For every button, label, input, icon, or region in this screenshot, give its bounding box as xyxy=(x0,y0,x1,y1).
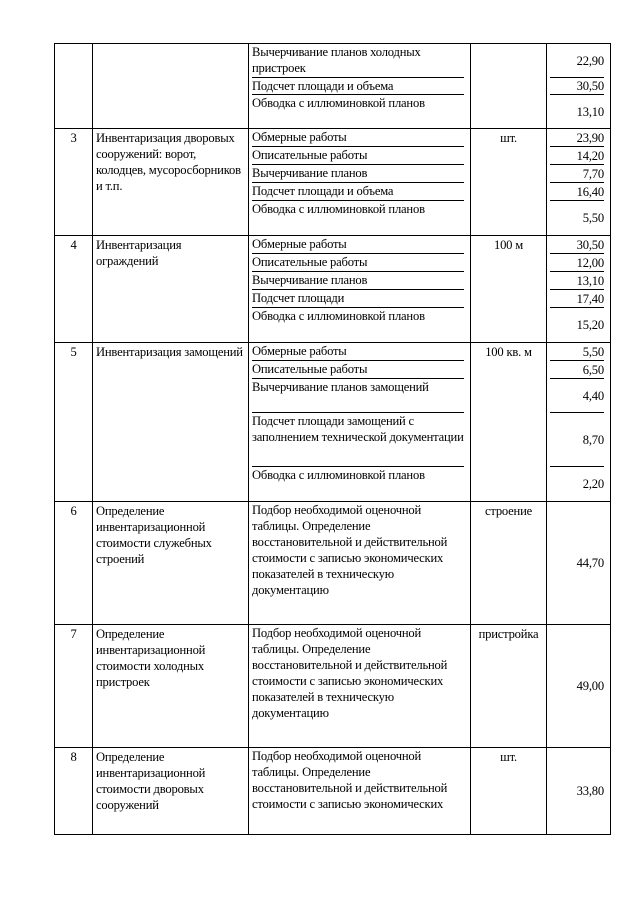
work-list xyxy=(249,129,471,236)
price-value: 33,80 xyxy=(576,784,604,798)
row-unit xyxy=(471,44,547,129)
price-list xyxy=(547,625,611,748)
table-row xyxy=(55,625,611,748)
price-value: 30,50 xyxy=(550,78,604,95)
price-table-body xyxy=(55,44,611,835)
table-row xyxy=(55,236,611,343)
price-list xyxy=(547,502,611,625)
row-number: 7 xyxy=(55,625,93,748)
work-item: Обмерные работы xyxy=(252,236,464,254)
work-item: Подсчет площади xyxy=(252,290,464,308)
work-item: Описательные работы xyxy=(252,254,464,272)
work-item: Обводка с иллюминовкой планов xyxy=(252,309,425,323)
price-list xyxy=(547,748,611,835)
table-row xyxy=(55,129,611,236)
table-row xyxy=(55,748,611,835)
row-title: Инвентаризация ограждений xyxy=(93,236,249,343)
price-value: 12,00 xyxy=(550,254,604,272)
work-list xyxy=(249,625,471,748)
price-value: 15,20 xyxy=(576,318,604,332)
price-value: 30,50 xyxy=(550,236,604,254)
row-number xyxy=(55,44,93,129)
row-unit: строение xyxy=(471,502,547,625)
row-title: Определение инвентаризационной стоимости холодных пристроек xyxy=(93,625,249,748)
price-value: 23,90 xyxy=(550,129,604,147)
work-item: Обмерные работы xyxy=(252,129,464,147)
row-title: Определение инвентаризационной стоимости служебных строений xyxy=(93,502,249,625)
work-item: Описательные работы xyxy=(252,361,464,379)
work-item: Подбор необходимой оценочной таблицы. Определение восстановительной и действительной стоимости с записью экономических показателей в техническую документацию xyxy=(252,503,448,597)
price-value: 14,20 xyxy=(550,147,604,165)
row-number: 6 xyxy=(55,502,93,625)
table-row xyxy=(55,44,611,129)
price-list xyxy=(547,129,611,236)
table-row xyxy=(55,343,611,502)
row-unit: шт. xyxy=(471,129,547,236)
price-value: 13,10 xyxy=(576,104,604,119)
price-value: 6,50 xyxy=(550,361,604,379)
work-list xyxy=(249,236,471,343)
work-item: Вычерчивание планов замощений xyxy=(252,379,464,413)
work-item: Подбор необходимой оценочной таблицы. Определение восстановительной и действительной стоимости с записью экономических показателей в техническую документацию xyxy=(252,626,448,720)
price-list xyxy=(547,236,611,343)
price-value: 49,00 xyxy=(576,679,604,693)
work-item: Подсчет площади и объема xyxy=(252,78,464,95)
work-item: Обводка с иллюминовкой планов xyxy=(252,96,425,110)
price-value: 7,70 xyxy=(550,165,604,183)
row-number: 3 xyxy=(55,129,93,236)
work-item: Описательные работы xyxy=(252,147,464,165)
price-value: 22,90 xyxy=(550,44,604,78)
work-item: Вычерчивание планов xyxy=(252,165,464,183)
price-value: 16,40 xyxy=(550,183,604,201)
price-value: 17,40 xyxy=(550,290,604,308)
row-title: Определение инвентаризационной стоимости дворовых сооружений xyxy=(93,748,249,835)
row-title: Инвентаризация дворовых сооружений: ворот, колодцев, мусоросборников и т.п. xyxy=(93,129,249,236)
price-value: 2,20 xyxy=(582,477,604,491)
row-unit: 100 кв. м xyxy=(471,343,547,502)
work-list xyxy=(249,44,471,129)
table-row xyxy=(55,502,611,625)
work-item: Вычерчивание планов xyxy=(252,272,464,290)
work-item: Вычерчивание планов холодных пристроек xyxy=(252,44,464,78)
price-list xyxy=(547,44,611,129)
work-list xyxy=(249,343,471,502)
row-unit: 100 м xyxy=(471,236,547,343)
row-unit: пристройка xyxy=(471,625,547,748)
work-list xyxy=(249,502,471,625)
work-item: Обводка с иллюминовкой планов xyxy=(252,468,425,482)
work-item: Подбор необходимой оценочной таблицы. Определение восстановительной и действительной стоимости с записью экономических xyxy=(252,749,448,811)
price-value: 4,40 xyxy=(550,379,604,413)
row-number: 5 xyxy=(55,343,93,502)
row-number: 4 xyxy=(55,236,93,343)
work-item: Подсчет площади и объема xyxy=(252,183,464,201)
work-item: Подсчет площади замощений с заполнением технической документации xyxy=(252,413,464,467)
price-list xyxy=(547,343,611,502)
row-title: Инвентаризация замощений xyxy=(93,343,249,502)
row-unit: шт. xyxy=(471,748,547,835)
price-value: 8,70 xyxy=(550,413,604,467)
price-table xyxy=(54,43,611,835)
work-list xyxy=(249,748,471,835)
work-item: Обводка с иллюминовкой планов xyxy=(252,202,425,216)
price-value: 5,50 xyxy=(550,343,604,361)
price-value: 44,70 xyxy=(576,556,604,570)
work-item: Обмерные работы xyxy=(252,343,464,361)
price-value: 5,50 xyxy=(582,211,604,225)
row-number: 8 xyxy=(55,748,93,835)
price-value: 13,10 xyxy=(550,272,604,290)
row-title xyxy=(93,44,249,129)
